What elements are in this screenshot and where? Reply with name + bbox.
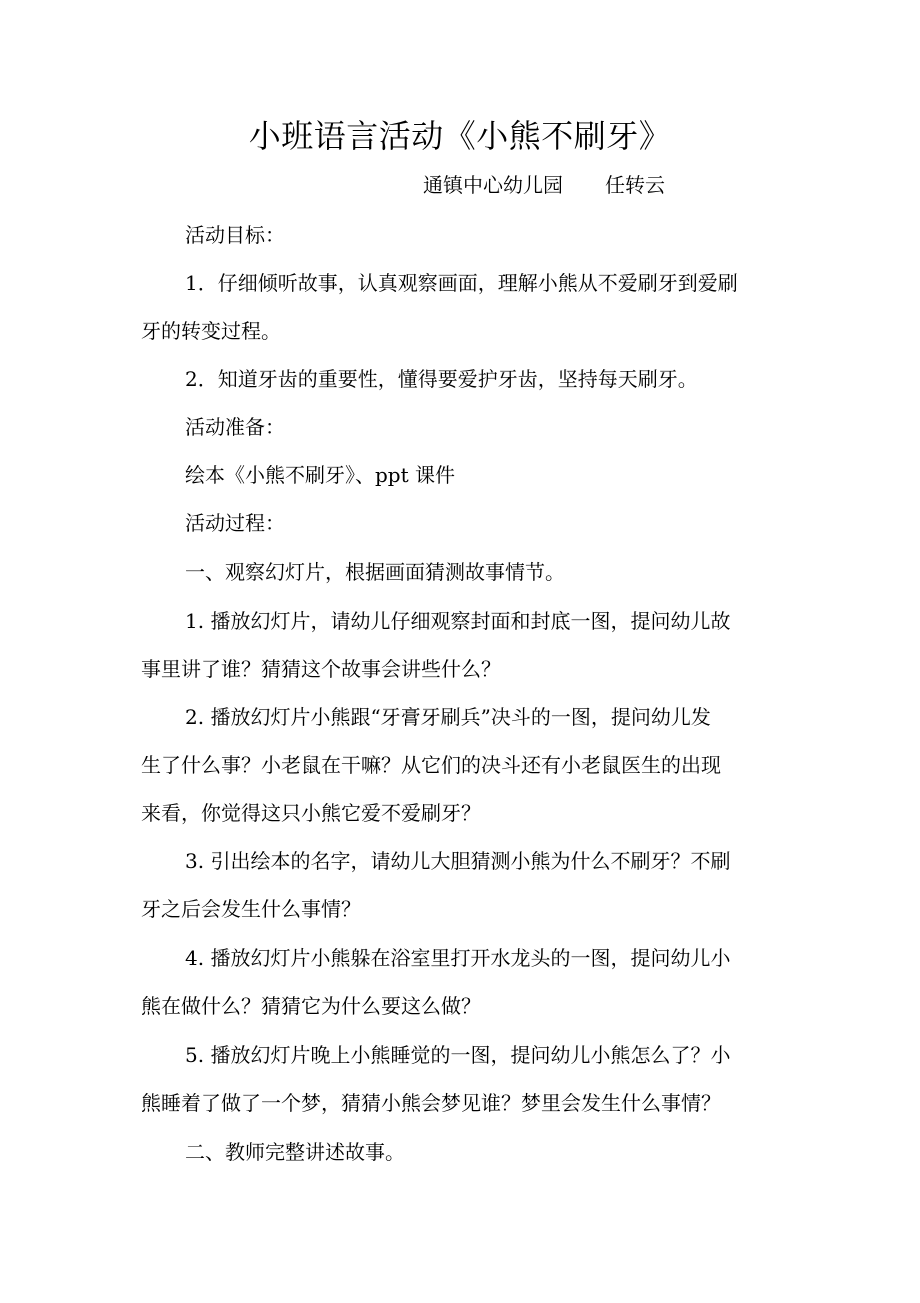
step2-line1: 2. 播放幻灯片小熊跟“牙膏牙刷兵”决斗的一图，提问幼儿发 xyxy=(185,705,711,729)
step1-line2: 事里讲了谁？猜猜这个故事会讲些什么？ xyxy=(141,657,501,681)
section1-heading: 一、观察幻灯片，根据画面猜测故事情节。 xyxy=(185,560,565,584)
step2-line2: 生了什么事？小老鼠在干嘛？从它们的决斗还有小老鼠医生的出现 xyxy=(141,753,721,777)
step1-line1: 1. 播放幻灯片，请幼儿仔细观察封面和封底一图，提问幼儿故 xyxy=(185,609,731,633)
goal1-line1: 1．仔细倾听故事，认真观察画面，理解小熊从不爱刷牙到爱刷 xyxy=(185,271,738,295)
prep-heading: 活动准备： xyxy=(185,415,285,439)
author-line xyxy=(423,170,665,200)
author-school: 通镇中心幼儿园 xyxy=(423,173,563,197)
document-title: 小班语言活动《小熊不刷牙》 xyxy=(248,117,672,155)
goal1-line2: 牙的转变过程。 xyxy=(141,319,281,343)
step4-line2: 熊在做什么？猜猜它为什么要这么做？ xyxy=(141,994,481,1018)
process-heading: 活动过程： xyxy=(185,511,285,535)
step3-line1: 3. 引出绘本的名字，请幼儿大胆猜测小熊为什么不刷牙？不刷 xyxy=(185,849,731,873)
step2-line3: 来看，你觉得这只小熊它爱不爱刷牙？ xyxy=(141,801,481,825)
prep-text: 绘本《小熊不刷牙》、ppt 课件 xyxy=(185,463,455,487)
goal2: 2．知道牙齿的重要性，懂得要爱护牙齿，坚持每天刷牙。 xyxy=(185,367,698,391)
author-name: 任转云 xyxy=(605,173,665,197)
section2-heading: 二、教师完整讲述故事。 xyxy=(185,1140,405,1164)
goals-heading: 活动目标： xyxy=(185,223,285,247)
step5-line1: 5. 播放幻灯片晚上小熊睡觉的一图，提问幼儿小熊怎么了？小 xyxy=(185,1043,731,1067)
step4-line1: 4. 播放幻灯片小熊躲在浴室里打开水龙头的一图，提问幼儿小 xyxy=(185,946,731,970)
step5-line2: 熊睡着了做了一个梦，猜猜小熊会梦见谁？梦里会发生什么事情？ xyxy=(141,1091,721,1115)
step3-line2: 牙之后会发生什么事情？ xyxy=(141,897,361,921)
